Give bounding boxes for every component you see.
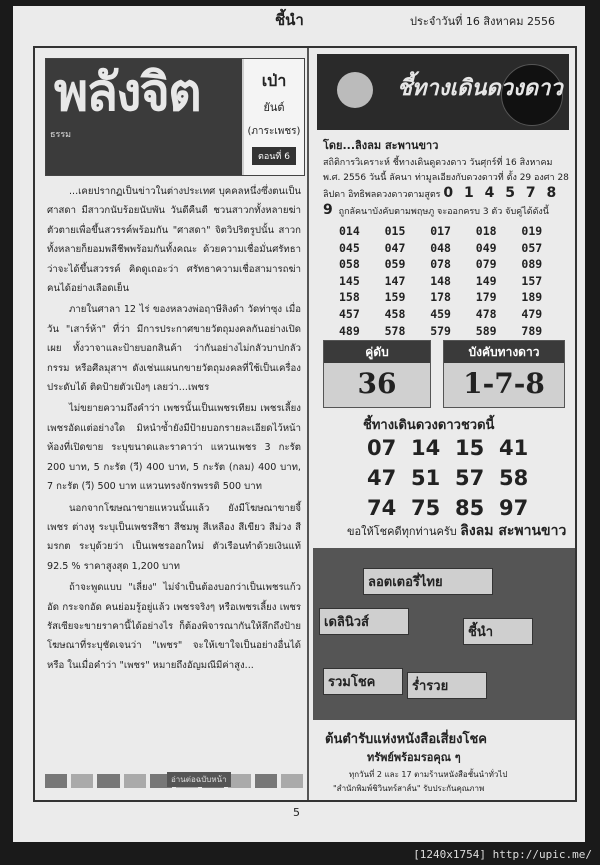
number-cell: 179	[475, 290, 497, 305]
number-cell: 459	[430, 306, 451, 321]
pair-number: 75	[411, 496, 441, 520]
number-cell: 148	[430, 273, 451, 288]
article-paragraph: นอกจากโฆษณาขายแหวนนั้นแล้ว ยังมีโฆษณาขายจี้เพชร ต่างหู ระบุเป็นเพชรสีชา สีชมพู สีเหลือง สีเขียว สีม่วง สีมรกต ระบุด้วยว่า เป็นเพชรออกใหม่ ตัวเรือนทำด้วยเงินแท้ 92.5 % ราคาสูงสุด 1,200 บาท	[47, 502, 301, 572]
number-cell: 019	[521, 224, 543, 238]
number-cell: 047	[384, 240, 406, 255]
star-box	[443, 340, 565, 408]
pair-number: 15	[455, 436, 485, 460]
star-label: บังคับทางดาว	[444, 341, 564, 363]
page-number: 5	[293, 806, 300, 819]
pair-box	[323, 340, 431, 408]
pair-number: 51	[411, 466, 441, 490]
column-header	[45, 58, 305, 176]
banner-title: พลังจิต	[54, 62, 200, 123]
number-cell: 018	[475, 224, 497, 238]
number-cell: 589	[475, 323, 497, 338]
pair-number: 41	[499, 436, 529, 460]
number-cell: 049	[475, 240, 497, 255]
pair-value: 36	[357, 367, 397, 400]
article-paragraph: ไม่ขยายความถึงคำว่า เพชรนั้นเป็นเพชรเทียม เพชรเลี้ยง เพชรอัดแต่อย่างใด มิหนำซ้ำยังมีป้ายบอกรายละเอียดไว้หน้าห้องที่เปิดขาย ระบุขนาดและราคาว่า แหวนเพชร 3 กะรัต 200 บาท, 5 กะรัต (วี) 400 บาท, 5 กะรัต (กลม) 400 บาท, 7 กะรัต (วี) 500 บาท แหวนทรงจักรพรรดิ 500 บาท	[47, 403, 301, 493]
episode-badge: ตอนที่ 6	[252, 147, 296, 165]
number-cell: 059	[384, 257, 406, 272]
paper-cover: เดลินิวส์	[319, 608, 409, 635]
column-banner	[46, 59, 242, 175]
paper-cover: ลอตเตอรี่ไทย	[363, 568, 493, 595]
paper-cover: ชี้นำ	[463, 618, 533, 645]
number-cell: 048	[430, 240, 451, 255]
banner-subtitle: ธรรม	[50, 130, 72, 140]
number-cell: 159	[384, 290, 406, 305]
wish-name: ลิงลม สะพานขาว	[460, 523, 567, 539]
pair-number: 47	[367, 466, 397, 490]
wish-text: ขอให้โชคดีทุกท่านครับ	[347, 525, 457, 538]
number-cell: 078	[430, 257, 451, 272]
number-cell: 158	[339, 290, 360, 305]
watermark: [1240x1754] http://upic.me/	[413, 848, 592, 861]
number-cell: 578	[384, 323, 406, 338]
number-cell: 015	[384, 224, 406, 238]
hero-title: ชี้ทางเดินดวงดาว	[397, 75, 563, 101]
intro-line: สถิติการวิเคราะห์ ชี้ทางเดินดูดวงดาว วันศุกร์ที่ 16 สิงหาคม พ.ศ. 2556 วันนี้ ลัคนา ท่ามูลเอียงกับดวงดาวที่ ตั้ง 29 องศา 28 ลิปดา อิทธิพลดวงดาวตามสูตร	[323, 158, 569, 200]
pair-number: 07	[367, 436, 397, 460]
number-cell: 017	[430, 224, 451, 238]
article-paragraph: ...เคยปรากฏเป็นข่าวในต่างประเทศ บุคคลหนึ่งซึ่งตนเป็นศาสดา มีสาวกนับร้อยนับพัน วันดีคืนดี ชวนสาวกทั้งหลายฆ่าตัวตายเพื่อขึ้นสวรรค์พร้อมกัน "ศาสดา" จิตวิปริตรูปนั้น สาวกทั้งหลายก็ยอมพลีชีพพร้อมกันทั้งคณะ ด้วยความเชื่อมั่นศรัทธาว่าจะได้ขึ้นสวรรค์ คิดดูเถอะว่า ศรัทธาความเชื่อสามารถฆ่าคนได้อย่างเลือดเย็น	[47, 186, 301, 295]
number-cell: 579	[430, 323, 451, 338]
pair-number: 58	[499, 466, 529, 490]
byline-line-2: ยันต์	[263, 101, 285, 114]
number-grid	[339, 224, 567, 339]
issue-date: ประจำวันที่ 16 สิงหาคม 2556	[410, 15, 555, 28]
number-cell: 079	[475, 257, 497, 272]
number-cell: 014	[339, 224, 360, 238]
byline-line-1: เป่า	[261, 71, 287, 90]
number-cell: 058	[339, 257, 360, 272]
byline-box	[244, 59, 304, 175]
pair-number: 74	[367, 496, 397, 520]
number-cell: 479	[521, 306, 543, 321]
paper-cover: รวมโชค	[323, 668, 403, 695]
article-body	[47, 182, 301, 677]
number-cell: 478	[475, 306, 497, 321]
column-hero-image	[317, 54, 569, 130]
newspaper-page	[13, 6, 585, 842]
article-paragraph: ถ้าจะพูดแบบ "เลี่ยง" ไม่จำเป็นต้องบอกว่าเป็นเพชรแก้วอัด กระจกอัด คนย่อมรู้อยู่แล้ว เพชรจริงๆ หรือเพชรเลี้ยง เพชรรัสเซียจะขายราคานี้ได้อย่างไร ก็ต้องพิจารณากันให้ลึกถึงป้ายโฆษณาที่ระบุชัดเจนว่า "เพชร" จะให้เขาใจเป็นอย่างอื่นได้หรือ ในเมื่อคำว่า "เพชร" หมายถึงอัญมณีมีค่าสูง...	[47, 582, 301, 671]
number-cell: 157	[521, 273, 543, 288]
number-cell: 145	[339, 273, 360, 288]
ad-footer: "สำนักพิมพ์ชิวินทร์สาส์น" รับประกันคุณภาพ	[333, 784, 485, 793]
planet-icon	[337, 72, 373, 108]
intro-text	[323, 156, 569, 220]
byline-author: (ภาระเพชร)	[247, 126, 301, 137]
closing-wish	[347, 520, 566, 542]
newspaper-stack-photo	[313, 548, 575, 720]
number-cell: 149	[475, 273, 497, 288]
pairs-grid	[367, 436, 543, 520]
masthead-logo: ชี้นำ	[275, 11, 304, 29]
number-cell: 178	[430, 290, 451, 305]
column-divider	[307, 48, 309, 800]
ad-subtitle: ทรัพย์พร้อมรอคุณ ๆ	[367, 751, 461, 764]
ad-note: ทุกวันที่ 2 และ 17 ตามร้านหนังสือชั้นนำทั่วไป	[349, 770, 508, 779]
continued-note: อ่านต่อฉบับหน้า	[167, 772, 231, 787]
number-cell: 045	[339, 240, 360, 255]
key-digits: 0 1 4 5 7 8 9	[323, 185, 560, 218]
pairs-title: ชี้ทางเดินดวงดาวชวดนี้	[363, 418, 495, 433]
pair-number: 14	[411, 436, 441, 460]
number-cell: 789	[521, 323, 543, 338]
author-byline: โดย...ลิงลม สะพานขาว	[323, 139, 439, 152]
number-cell: 147	[384, 273, 406, 288]
article-paragraph: ภายในศาลา 12 ไร่ ของหลวงพ่อฤาษีลิงดำ วัดท่าซุง เมื่อวัน "เสาร์ห้า" ที่ว่า มีการประกาศขายวัตถุมงคลกันอย่างเปิดเผย ทั้งวาจาและป้ายบอกสินค้า ว่ากันอย่างไม่กลัวบาปกลัวกรรม หรือศีลมุสาฯ ดังเช่นแผนกขายวัตถุมงคลที่ใช้เป็นเครื่องประดับได้ ติดป้ายตัวเป้งๆ เลยว่า...เพชร	[47, 304, 301, 394]
star-value: 1-7-8	[463, 367, 545, 400]
number-cell: 457	[339, 306, 360, 321]
pair-number: 85	[455, 496, 485, 520]
pair-number: 57	[455, 466, 485, 490]
number-cell: 057	[521, 240, 543, 255]
pair-label: คู่ดับ	[324, 341, 430, 363]
number-cell: 189	[521, 290, 543, 305]
intro-line-2: ถูกลัคนาบังคับตามพฤษภู จะออกครบ 3 ตัว จับคู่ได้ดังนี้	[338, 207, 549, 217]
number-cell: 458	[384, 306, 406, 321]
ad-title: ต้นตำรับแห่งหนังสือเสี่ยงโชค	[325, 732, 487, 747]
paper-cover: ร่ำรวย	[407, 672, 487, 699]
number-cell: 089	[521, 257, 543, 272]
pair-number: 97	[499, 496, 529, 520]
content-frame	[33, 46, 577, 802]
number-cell: 489	[339, 323, 360, 338]
